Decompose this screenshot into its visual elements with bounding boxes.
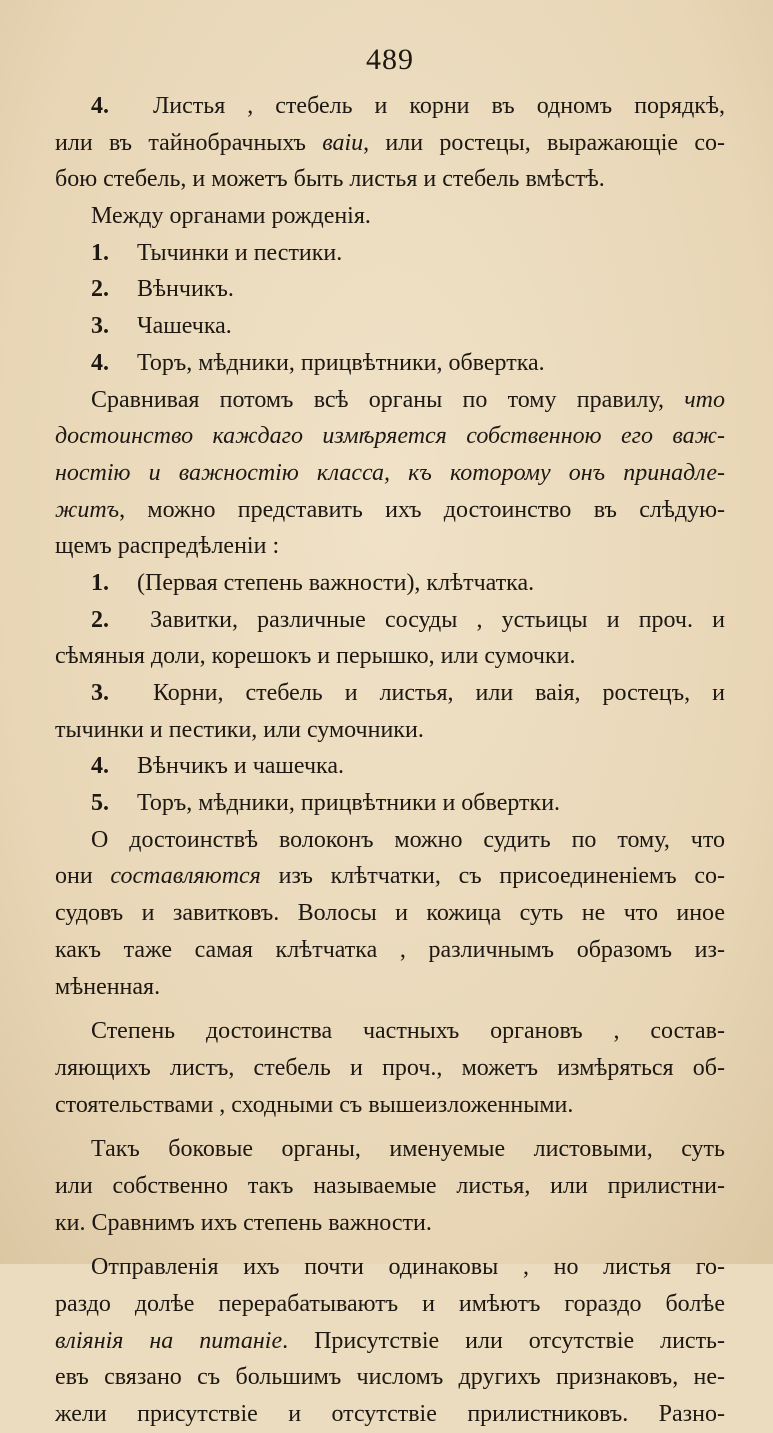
italic-text: достоинство каждаго измѣряется собственною его важ-: [55, 423, 725, 450]
text-run: щемъ распредѣленіи :: [55, 533, 280, 560]
text-run: бою стебель, и можетъ быть листья и стебель вмѣстѣ.: [55, 166, 605, 193]
text-line: [55, 1013, 725, 1050]
text-run: или въ тайнобрачныхъ: [55, 129, 323, 156]
text-line: [55, 1249, 725, 1286]
list-number: 2.: [91, 276, 109, 303]
text-line: [55, 822, 725, 859]
text-line: [55, 1050, 725, 1087]
text-run: жели присутствіе и отсутствіе прилистниковъ. Разно-: [55, 1401, 725, 1428]
text-line: [55, 858, 725, 895]
text-run: стоятельствами , сходными съ вышеизложенными.: [55, 1091, 574, 1118]
text-run: Отправленія ихъ почти одинаковы , но листья го-: [91, 1254, 725, 1281]
italic-text: ностію и важностію класса, къ которому онъ принадле-: [55, 459, 725, 486]
text-run: Торъ, мѣдники, прицвѣтники и обвертки.: [131, 790, 561, 817]
text-run: Корни, стебель и листья, или ваія, ростецъ, и: [131, 680, 725, 706]
text-run: Чашечка.: [131, 313, 232, 340]
text-run: Степень достоинства частныхъ органовъ , состав-: [91, 1018, 725, 1045]
text-line: [55, 382, 725, 419]
text-run: Торъ, мѣдники, прицвѣтники, обвертка.: [131, 349, 545, 376]
list-number: 4.: [91, 93, 109, 119]
text-line: [55, 969, 725, 1006]
text-line: [55, 1205, 725, 1242]
text-line: [55, 125, 725, 162]
text-run: , можно представить ихъ достоинство въ слѣдую-: [119, 496, 725, 523]
text-run: Между органами рожденія.: [91, 203, 371, 230]
text-line: [55, 1323, 725, 1360]
text-run: О достоинствѣ волоконъ можно судить по тому, что: [91, 826, 725, 853]
list-number: 4.: [91, 753, 109, 780]
text-run: какъ таже самая клѣтчатка , различнымъ образомъ из-: [55, 936, 725, 963]
text-line: [55, 712, 725, 749]
text-line: [55, 492, 725, 529]
text-run: . Присутствіе или отсутствіе листь-: [282, 1327, 725, 1354]
text-run: Такъ боковые органы, именуемые листовыми, суть: [91, 1136, 725, 1163]
text-line: [55, 418, 725, 455]
text-line: [55, 638, 725, 675]
italic-text: житъ: [55, 496, 120, 523]
italic-text: вліянія на питаніе: [55, 1327, 283, 1354]
list-number: 5.: [91, 790, 109, 817]
text-run: изъ клѣтчатки, съ присоединеніемъ со-: [260, 863, 725, 890]
page-text: [55, 88, 725, 1433]
text-line: [55, 198, 725, 235]
list-number: 1.: [91, 569, 109, 596]
text-run: они: [55, 863, 111, 890]
text-run: судовъ и завитковъ. Волосы и кожица суть не что иное: [55, 900, 725, 927]
text-run: Вѣнчикъ и чашечка.: [131, 753, 344, 780]
text-line: [55, 1131, 725, 1168]
italic-text: ваіи: [322, 129, 364, 156]
text-line: [55, 308, 725, 345]
text-line: [55, 932, 725, 969]
text-run: сѣмяныя доли, корешокъ и перышко, или сумочки.: [55, 643, 576, 670]
text-run: или собственно такъ называемые листья, или прилистни-: [55, 1172, 725, 1199]
text-line: [55, 602, 725, 639]
italic-text: составляются: [110, 863, 261, 890]
text-line: [55, 565, 725, 602]
text-line: [55, 1087, 725, 1124]
italic-text: что: [684, 386, 725, 413]
text-run: (Первая степень важности), клѣтчатка.: [131, 569, 535, 596]
text-run: евъ связано съ большимъ числомъ другихъ признаковъ, не-: [55, 1364, 725, 1391]
text-line: [55, 455, 725, 492]
text-run: ки. Сравнимъ ихъ степень важности.: [55, 1209, 432, 1236]
text-line: [55, 675, 725, 712]
text-run: , или ростецы, выражающіе со-: [363, 129, 725, 156]
text-line: [55, 271, 725, 308]
text-run: тычинки и пестики, или сумочники.: [55, 716, 424, 743]
text-line: [55, 1396, 725, 1433]
list-number: 1.: [91, 239, 109, 266]
text-run: ляющихъ листъ, стебель и проч., можетъ измѣряться об-: [55, 1054, 725, 1081]
text-run: раздо долѣе перерабатываютъ и имѣютъ гораздо болѣе: [55, 1291, 725, 1317]
page-number: 489: [366, 43, 414, 76]
text-run: Листья , стебель и корни въ одномъ порядкѣ,: [131, 93, 725, 119]
text-line: [55, 895, 725, 932]
list-number: 2.: [91, 606, 109, 633]
text-line: [55, 1168, 725, 1205]
text-run: Тычинки и пестики.: [131, 239, 343, 266]
text-line: [55, 528, 725, 565]
text-run: Вѣнчикъ.: [131, 276, 234, 303]
list-number: 3.: [91, 313, 109, 340]
text-line: [55, 235, 725, 272]
text-run: Завитки, различные сосуды , устьицы и проч. и: [131, 606, 725, 633]
text-line: [55, 345, 725, 382]
text-line: [55, 1359, 725, 1396]
text-line: [55, 748, 725, 785]
list-number: 4.: [91, 349, 109, 376]
text-line: [55, 161, 725, 198]
text-run: Сравнивая потомъ всѣ органы по тому правилу,: [91, 386, 685, 413]
text-line: [55, 1286, 725, 1323]
text-line: [55, 88, 725, 125]
list-number: 3.: [91, 680, 109, 706]
text-run: мѣненная.: [55, 973, 161, 1000]
text-line: [55, 785, 725, 822]
